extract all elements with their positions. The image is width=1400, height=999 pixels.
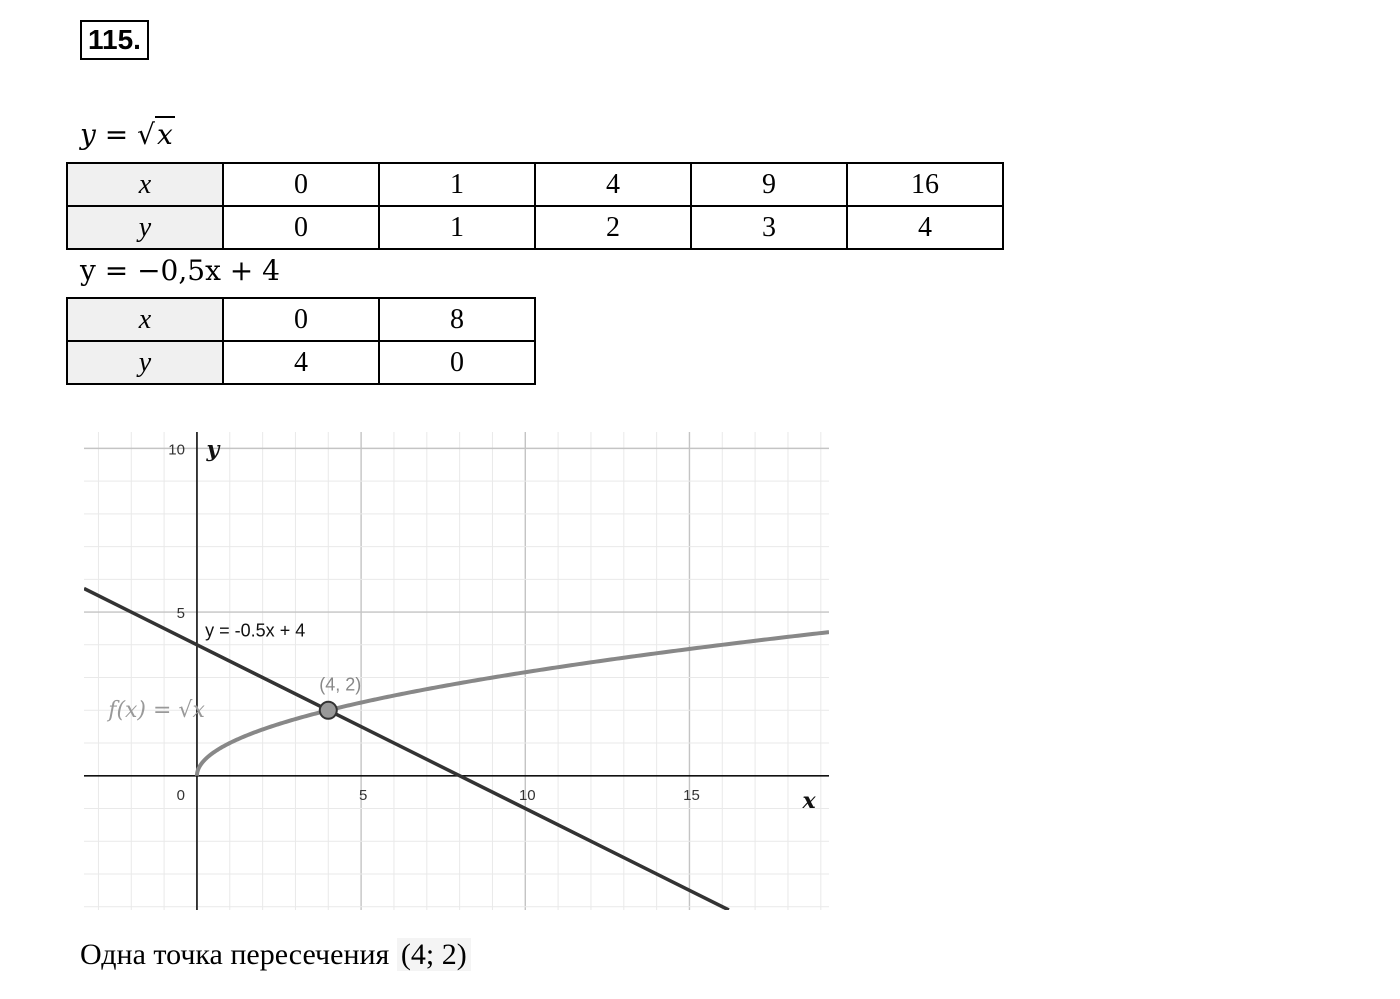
x-tick-label: 5 [358,786,368,804]
values-table-sqrt [66,162,1004,250]
series-label-sqrt: f(x) = √x [108,697,205,723]
x-tick-label: 0 [176,786,185,804]
table-cell: 4 [847,206,1003,249]
answer-label: Одна точка пересечения [80,938,397,971]
formula-sqrt-radicand: x [156,118,173,151]
table-header-y: y [67,341,223,384]
function-graph [84,432,829,910]
table-header-x: x [67,298,223,341]
values-table-linear [66,297,536,385]
table-cell: 4 [223,341,379,384]
table-cell: 0 [223,163,379,206]
table-cell: 9 [691,163,847,206]
series-label-linear: y = -0.5x + 4 [205,620,306,641]
table-cell: 0 [223,206,379,249]
table-row-x [67,298,535,341]
answer-point: (4; 2) [397,938,471,971]
y-tick-label: 10 [168,441,185,459]
table-row-y [67,206,1003,249]
y-axis-label: y [206,436,220,463]
table-header-x: x [67,163,223,206]
sqrt-sign: √x [137,118,173,151]
table-cell: 1 [379,206,535,249]
formula-sqrt-lhs: y [80,118,96,151]
table-cell: 16 [847,163,1003,206]
intersection-label: (4, 2) [319,674,362,695]
table-cell: 4 [535,163,691,206]
formula-sqrt [80,118,175,151]
y-tick-label: 5 [176,605,185,623]
series-curve-sqrt [197,632,829,776]
table-header-y: y [67,206,223,249]
table-cell: 1 [379,163,535,206]
answer-text [80,938,471,972]
formula-sqrt-eq: = [104,118,129,151]
x-axis-label: x [802,787,816,814]
problem-number: 115. [80,20,149,60]
x-tick-label: 10 [518,786,536,804]
formula-linear: y = −0,5x + 4 [80,254,280,287]
table-cell: 2 [535,206,691,249]
table-cell: 0 [223,298,379,341]
table-cell: 8 [379,298,535,341]
series-line-linear [84,588,729,910]
table-cell: 0 [379,341,535,384]
table-row-y [67,341,535,384]
table-row-x [67,163,1003,206]
table-cell: 3 [691,206,847,249]
intersection-point [320,702,337,719]
x-tick-label: 15 [683,786,700,804]
